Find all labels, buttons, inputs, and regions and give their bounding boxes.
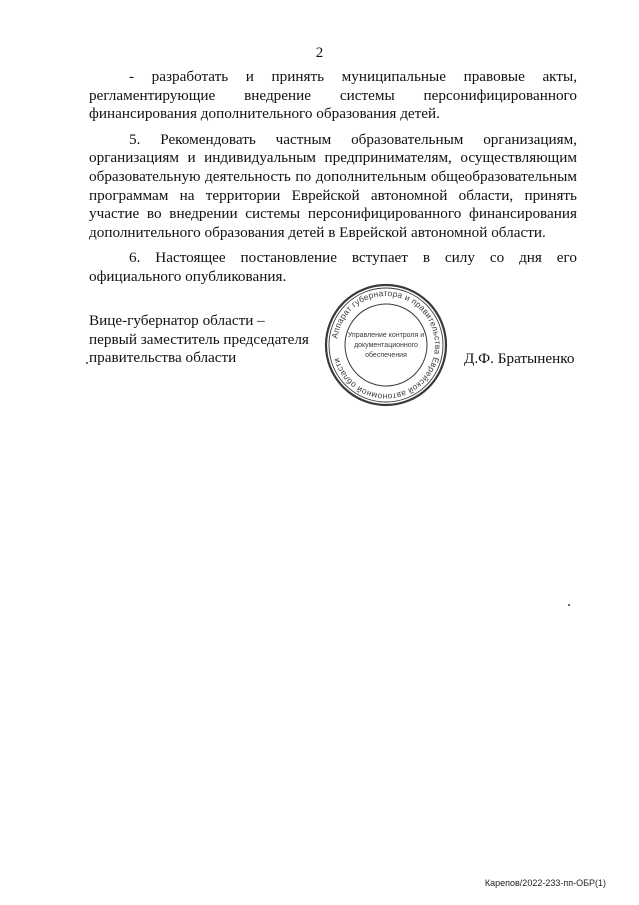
stamp-center-line-2: документационного xyxy=(354,342,418,349)
paragraph-5-recommendation: 5. Рекомендовать частным образовательным организациям, организациям и индивидуальным предпринимателям, осуществляющим образовательную деятельность по дополнительным общеобразовательным программам на территории Еврейской автономной области, принять участие во внедрении системы персонифицированного финансирования дополнительного образования детей в Еврейской автономной области. xyxy=(89,130,577,241)
page-number: 2 xyxy=(315,45,324,61)
signatory-title-line-2: первый заместитель председателя xyxy=(89,330,309,348)
official-stamp xyxy=(324,283,448,407)
stamp-ring-text: Аппарат губернатора и правительства Еврейской автономной области xyxy=(329,287,444,403)
signatory-title-block xyxy=(89,312,309,368)
signer-name: Д.Ф. Братыненко xyxy=(464,350,575,367)
document-body xyxy=(89,68,577,294)
paragraph-6-effective-date: 6. Настоящее постановление вступает в силу со дня его официального опубликования. xyxy=(89,249,577,285)
scan-speck xyxy=(568,604,570,606)
paragraph-item-municipal-acts: - разработать и принять муниципальные правовые акты, регламентирующие внедрение системы персонифицированного финансирования дополнительного образования детей. xyxy=(89,68,577,123)
signatory-title-line-1: Вице-губернатор области – xyxy=(89,312,265,329)
document-registration-code: Карепов/2022-233-пп-ОБР(1) xyxy=(484,878,606,888)
signatory-title-line-3: правительства области xyxy=(89,349,237,367)
stamp-center-line-3: обеспечения xyxy=(365,352,407,359)
stamp-center-line-1: Управление контроля и xyxy=(347,332,425,339)
scan-speck xyxy=(86,362,88,364)
